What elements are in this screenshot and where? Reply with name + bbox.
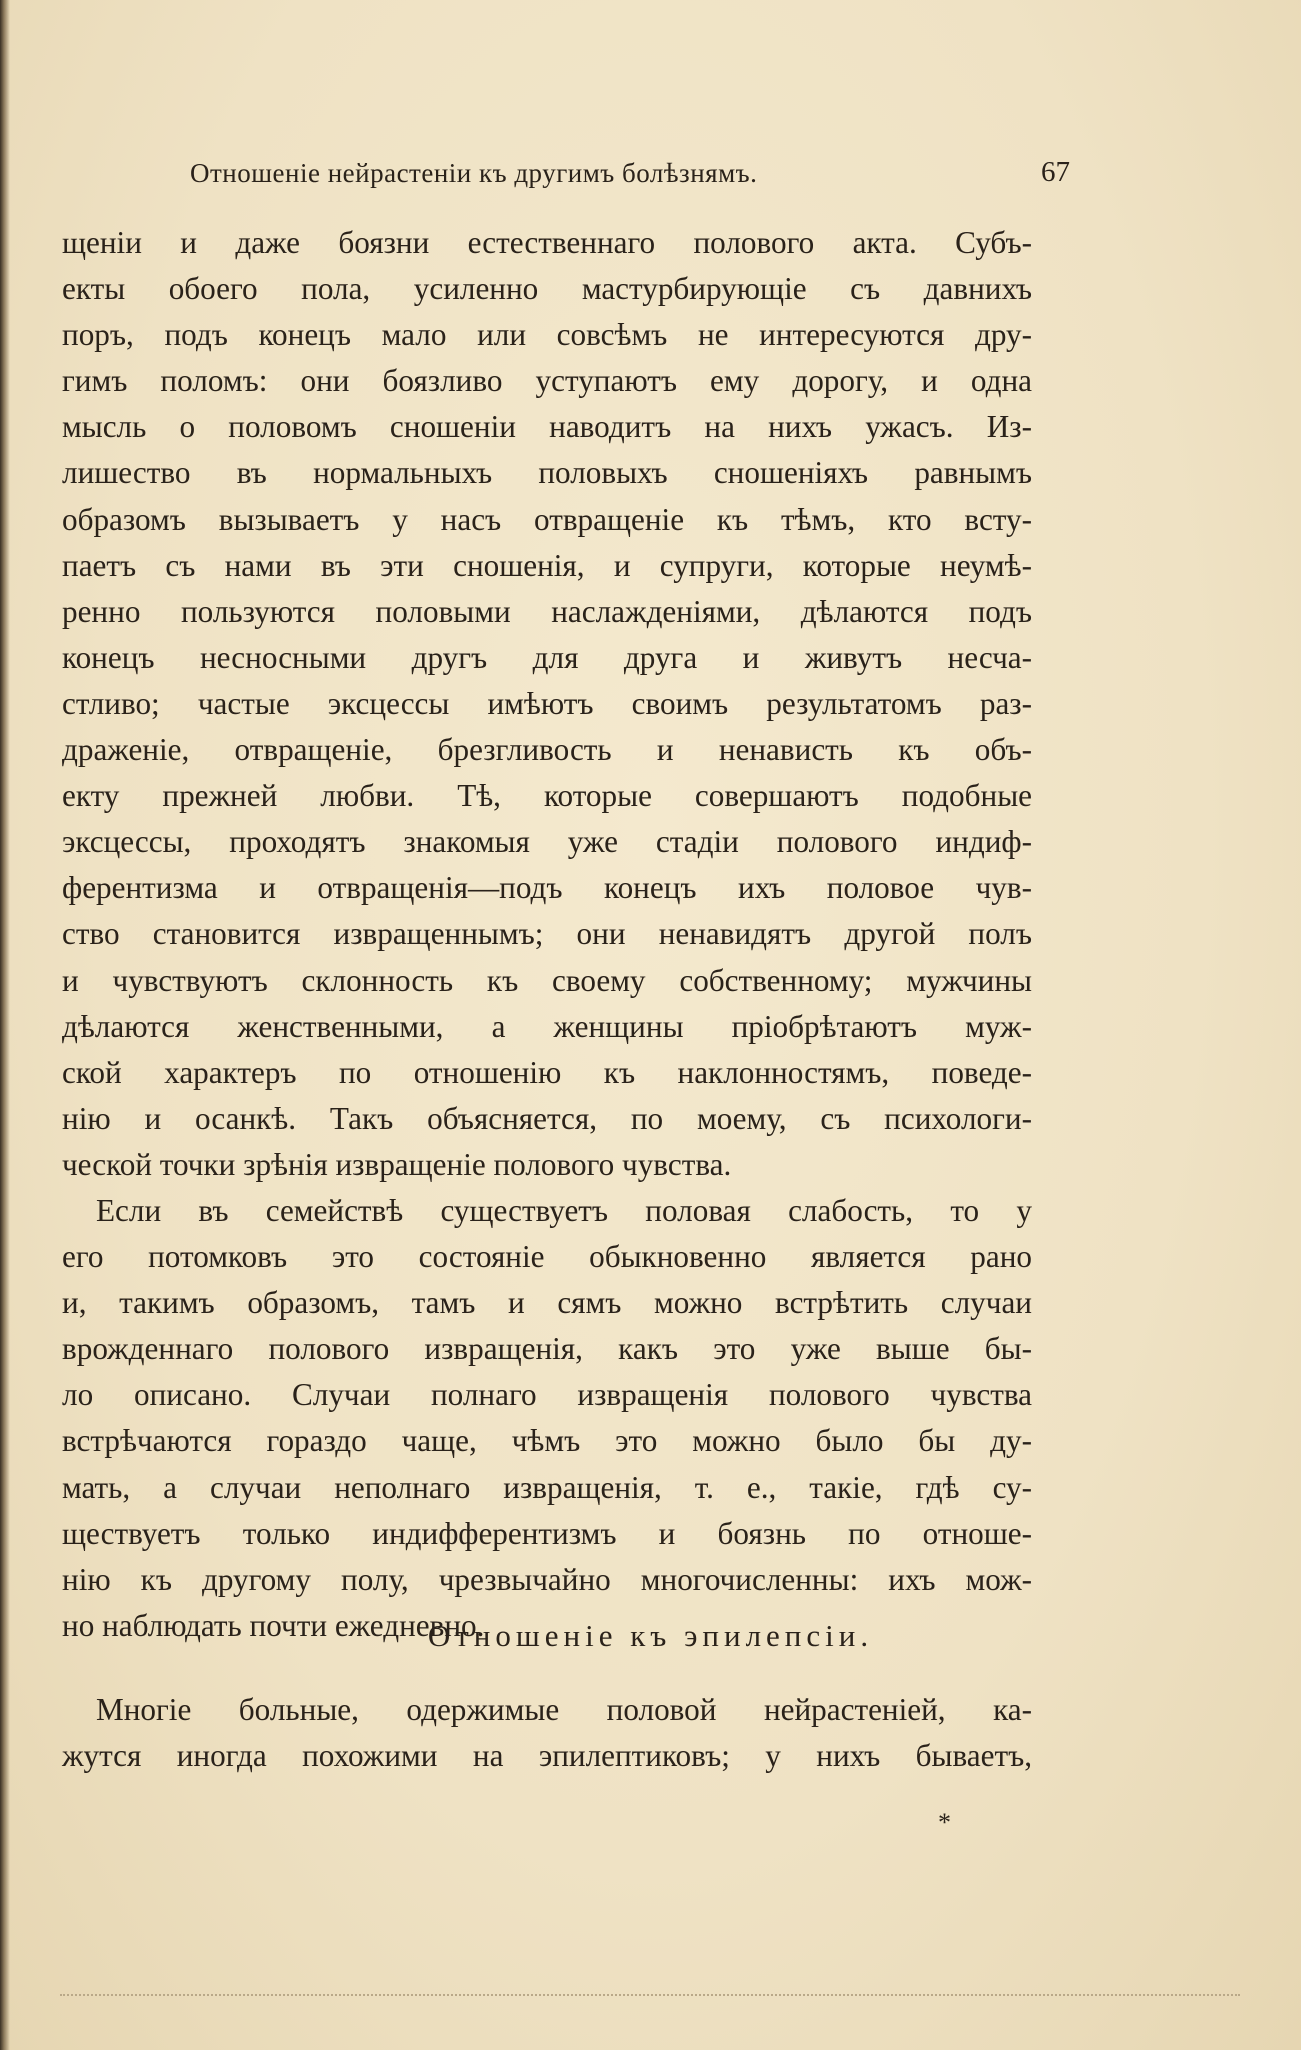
text-line: ферентизма и отвращенія—подъ конецъ ихъ половое чув- xyxy=(62,870,1032,906)
text-line: екту прежней любви. Тѣ, которые совершаютъ подобные xyxy=(62,778,1032,814)
text-line: лишество въ нормальныхъ половыхъ сношеніяхъ равнымъ xyxy=(62,455,1032,491)
running-title: Отношеніе нейрастеніи къ другимъ болѣзнямъ. xyxy=(190,158,758,188)
text-line: Многіе больные, одержимые половой нейрастеніей, ка- xyxy=(96,1692,1032,1727)
text-line: мать, а случаи неполнаго извращенія, т. е., такіе, гдѣ су- xyxy=(62,1469,1032,1505)
text-line: и, такимъ образомъ, тамъ и сямъ можно встрѣтить случаи xyxy=(62,1285,1032,1321)
paragraph-2 xyxy=(62,1188,1032,1649)
text-line: и чувствуютъ склонность къ своему собственному; мужчины xyxy=(62,962,1032,998)
text-line: нію и осанкѣ. Такъ объясняется, по моему, съ психологи- xyxy=(62,1100,1032,1136)
text-line: Если въ семействѣ существуетъ половая слабость, то у xyxy=(96,1192,1032,1228)
text-line: конецъ несносными другъ для друга и живутъ несча- xyxy=(62,639,1032,675)
text-line: ство становится извращеннымъ; они ненавидятъ другой полъ xyxy=(62,916,1032,952)
text-line: стливо; частые эксцессы имѣютъ своимъ результатомъ раз- xyxy=(62,685,1032,721)
text-line: эксцессы, проходятъ знакомыя уже стадіи полового индиф- xyxy=(62,824,1032,860)
text-line: екты обоего пола, усиленно мастурбирующіе съ давнихъ xyxy=(62,271,1032,307)
text-line: драженіе, отвращеніе, брезгливость и ненависть къ объ- xyxy=(62,732,1032,768)
binding-edge xyxy=(0,0,10,2050)
text-line: ществуетъ только индифферентизмъ и боязнь по отноше- xyxy=(62,1515,1032,1551)
text-line: образомъ вызываетъ у насъ отвращеніе къ тѣмъ, кто всту- xyxy=(62,501,1032,537)
text-line: жутся иногда похожими на эпилептиковъ; у нихъ бываетъ, xyxy=(62,1738,1032,1774)
text-line: его потомковъ это состоянiе обыкновенно является рано xyxy=(62,1239,1032,1275)
paragraph-3 xyxy=(62,1687,1032,1779)
signature-mark: * xyxy=(938,1808,951,1837)
text-line: гимъ поломъ: они боязливо уступаютъ ему дорогу, и одна xyxy=(62,363,1032,399)
paragraph-1 xyxy=(62,220,1032,1188)
text-line: ческой точки зрѣнія извращеніе полового чувства. xyxy=(62,1146,732,1182)
text-line: встрѣчаются гораздо чаще, чѣмъ это можно было бы ду- xyxy=(62,1423,1032,1459)
text-line: паетъ съ нами въ эти сношенія, и супруги, которые неумѣ- xyxy=(62,547,1032,583)
text-line: но наблюдать почти ежедневно. xyxy=(62,1607,485,1643)
text-line: дѣлаются женственными, а женщины пріобрѣтаютъ муж- xyxy=(62,1008,1032,1044)
text-line: ло описано. Случаи полнаго извращенія полового чувства xyxy=(62,1377,1032,1413)
text-line: ренно пользуются половыми наслажденіями, дѣлаются подъ xyxy=(62,593,1032,629)
text-line: щеніи и даже боязни естественнаго полового акта. Субъ- xyxy=(62,225,1032,260)
section-heading: Отношеніе къ эпилепсіи. xyxy=(427,1618,874,1653)
page-number: 67 xyxy=(1041,156,1070,188)
page-header xyxy=(190,158,1070,198)
body-text xyxy=(62,220,1032,1649)
text-line: мысль о половомъ сношеніи наводитъ на нихъ ужасъ. Из- xyxy=(62,409,1032,445)
text-line: ской характеръ по отношенію къ наклонностямъ, поведе- xyxy=(62,1054,1032,1090)
bottom-rule xyxy=(60,1994,1240,1996)
text-line: поръ, подъ конецъ мало или совсѣмъ не интересуются дру- xyxy=(62,317,1032,353)
text-line: нію къ другому полу, чрезвычайно многочисленны: ихъ мож- xyxy=(62,1561,1032,1597)
text-line: врожденнаго полового извращенія, какъ это уже выше бы- xyxy=(62,1331,1032,1367)
